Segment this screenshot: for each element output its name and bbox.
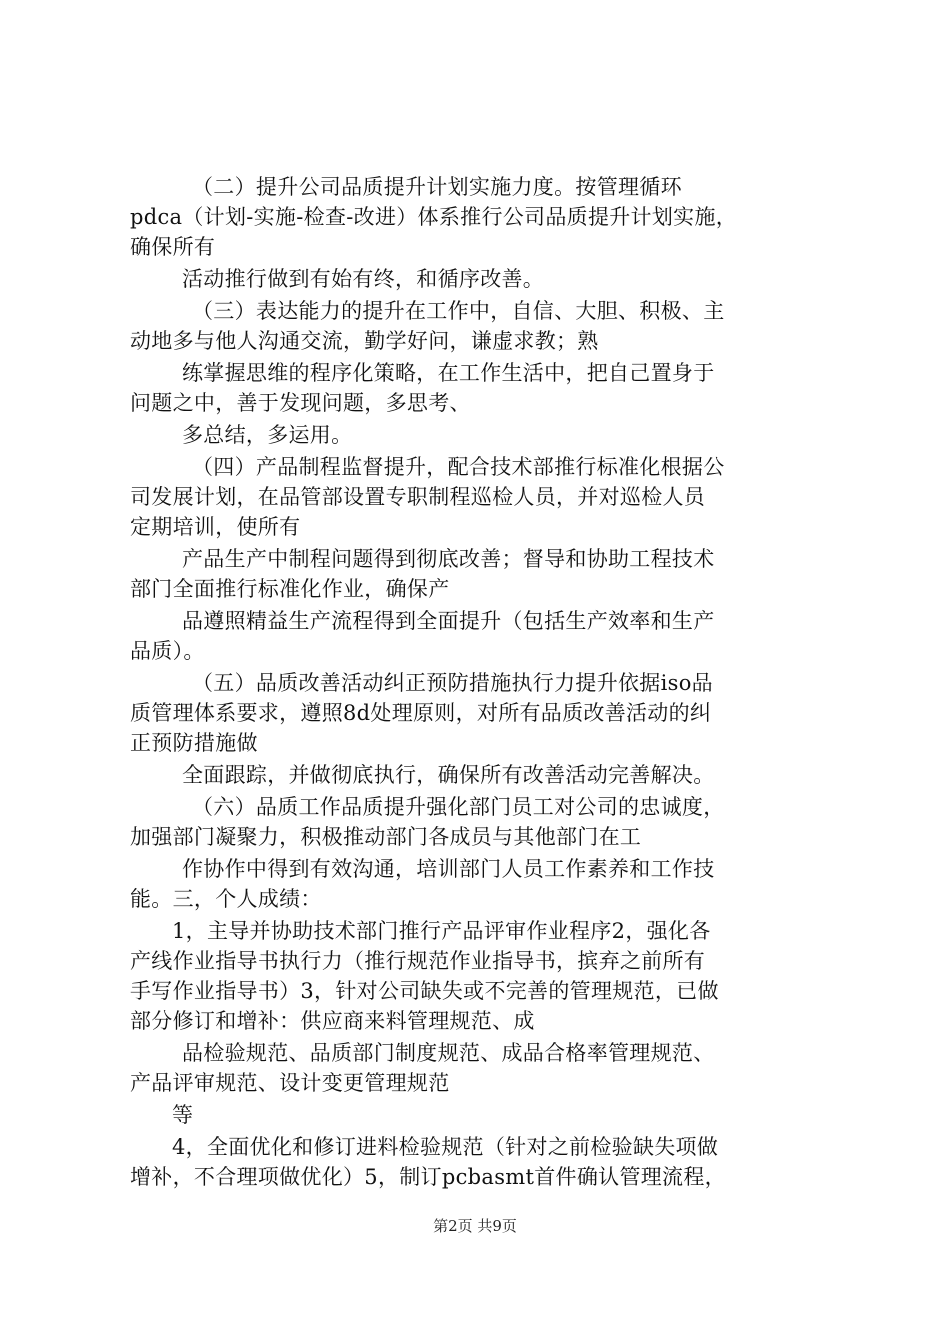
paragraph-line: 加强部门凝聚力，积极推动部门各成员与其他部门在工 [130,825,642,849]
paragraph-line: （四）产品制程监督提升，配合技术部推行标准化根据公 [192,455,725,479]
paragraph-line: （二）提升公司品质提升计划实施力度。按管理循环 [192,175,682,199]
paragraph-line: 质管理体系要求，遵照8d处理原则，对所有品质改善活动的纠 [130,701,712,725]
paragraph-line: 全面跟踪，并做彻底执行，确保所有改善活动完善解决。 [182,763,715,787]
paragraph-line: 问题之中，善于发现问题，多思考、 [130,391,471,415]
paragraph-line: （六）品质工作品质提升强化部门员工对公司的忠诚度， [192,795,725,819]
paragraph-line: 能。三，个人成绩： [130,887,322,911]
paragraph-line: 手写作业指导书）3，针对公司缺失或不完善的管理规范，已做 [130,979,719,1003]
paragraph-line: 增补，不合理项做优化）5，制订pcbasmt首件确认管理流程， [130,1165,726,1189]
paragraph-line: 产线作业指导书执行力（推行规范作业指导书，摈弃之前所有 [130,949,706,973]
paragraph-line: 品遵照精益生产流程得到全面提升（包括生产效率和生产 [182,609,715,633]
paragraph-line: 品质）。 [130,639,205,663]
paragraph-line: 品检验规范、品质部门制度规范、成品合格率管理规范、 [182,1041,715,1065]
paragraph-line: 作协作中得到有效沟通，培训部门人员工作素养和工作技 [182,857,715,881]
paragraph-line: （五）品质改善活动纠正预防措施执行力提升依据iso品 [192,671,713,695]
paragraph-line: 确保所有 [130,235,216,259]
paragraph-line: 练掌握思维的程序化策略，在工作生活中，把自己置身于 [182,361,715,385]
paragraph-line: 活动推行做到有始有终，和循序改善。 [182,267,545,291]
paragraph-line: 定期培训，使所有 [130,515,301,539]
paragraph-line: 正预防措施做 [130,731,258,755]
paragraph-line: pdca（计划-实施-检查-改进）体系推行公司品质提升计划实施， [130,205,738,229]
paragraph-line: 产品生产中制程问题得到彻底改善；督导和协助工程技术 [182,547,715,571]
document-body [130,172,830,1192]
paragraph-line: 部门全面推行标准化作业，确保产 [130,577,450,601]
paragraph-line: 4，全面优化和修订进料检验规范（针对之前检验缺失项做 [172,1135,719,1159]
paragraph-line: 动地多与他人沟通交流，勤学好问，谦虚求教；熟 [130,329,599,353]
paragraph-line: 部分修订和增补：供应商来料管理规范、成 [130,1009,535,1033]
paragraph-line: 司发展计划，在品管部设置专职制程巡检人员，并对巡检人员 [130,485,706,509]
paragraph-line: 1，主导并协助技术部门推行产品评审作业程序2，强化各 [172,919,711,943]
page-number-footer: 第2页 共9页 [433,1217,517,1235]
paragraph-line: （三）表达能力的提升在工作中，自信、大胆、积极、主 [192,299,725,323]
paragraph-line: 等 [172,1103,194,1127]
paragraph-line: 产品评审规范、设计变更管理规范 [130,1071,450,1095]
paragraph-line: 多总结，多运用。 [182,423,353,447]
